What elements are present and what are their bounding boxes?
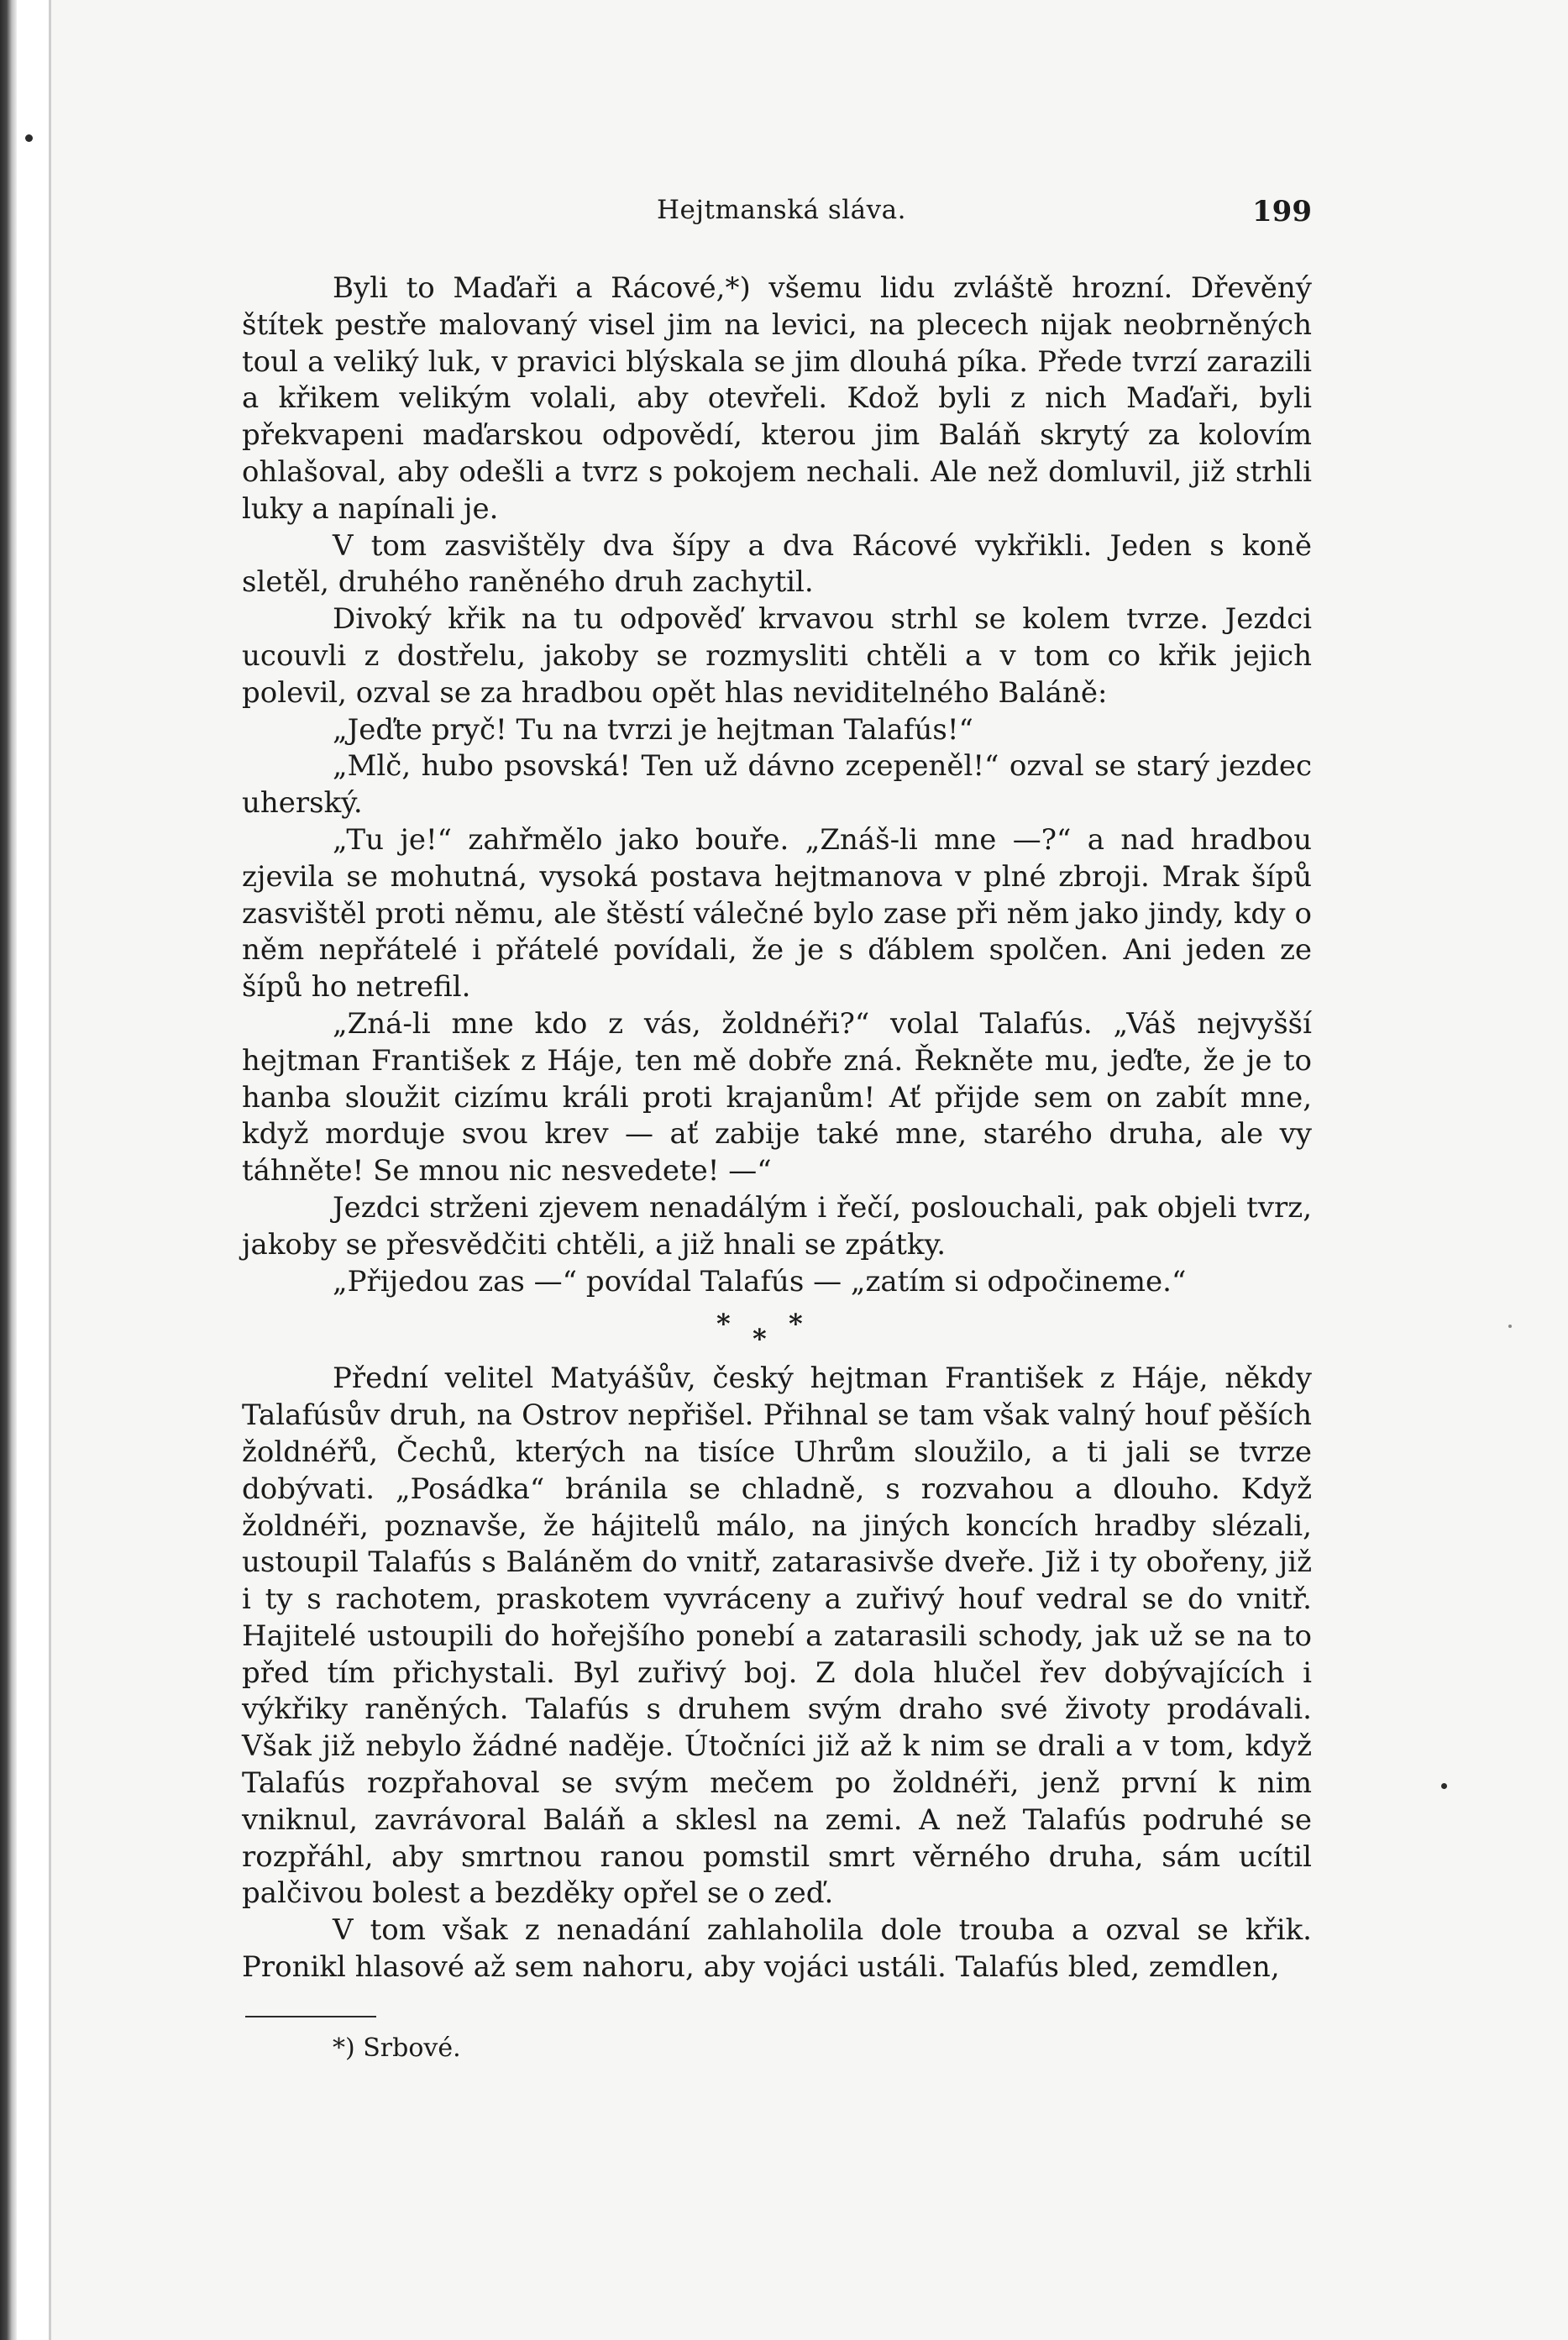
paragraph: „Mlč, hubo psovská! Ten už dávno zcepeněl!“ ozval se starý jezdec uherský.	[242, 749, 1312, 821]
asterisk: *	[753, 1323, 767, 1356]
book-gutter-shadow	[0, 0, 17, 2340]
footnote-rule	[245, 2016, 376, 2017]
footnote: *) Srbové.	[333, 2033, 461, 2063]
scan-speck	[25, 134, 33, 142]
running-header	[657, 195, 1312, 228]
running-title: Hejtmanská sláva.	[657, 195, 906, 225]
section-break-asterism	[242, 1300, 1312, 1361]
paragraph: Byli to Maďaři a Rácové,*) všemu lidu zvláště hrozní. Dřevěný štítek pestře malovaný visel jim na levici, na plecech nijak neobrněných toul a veliký luk, v pravici blýskala se jim dlouhá píka. Přede tvrzí zarazili a křikem velikým volali, aby otevřeli. Kdož byli z nich Maďaři, byli překvapeni maďarskou odpovědí, kterou jim Baláň skrytý za kolovím ohlašoval, aby odešli a tvrz s pokojem nechali. Ale než domluvil, již strhli luky a napínali je.	[242, 271, 1312, 526]
paragraph: „Jeďte pryč! Tu na tvrzi je hejtman Talafús!“	[333, 712, 973, 747]
paragraph: „Tu je!“ zahřmělo jako bouře. „Znáš-li mne —?“ a nad hradbou zjevila se mohutná, vysoká postava hejtmanova v plné zbroji. Mrak šípů zasvištěl proti němu, ale štěstí válečné bylo zase při něm jako jindy, kdy o něm nepřátelé i přátelé povídali, že je s ďáblem spolčen. Ani jeden ze šípů ho netrefil.	[242, 822, 1312, 1005]
paragraph: „Přijedou zas —“ povídal Talafús — „zatím si odpočineme.“	[333, 1264, 1187, 1299]
body-text	[242, 270, 1312, 1986]
asterisk: *	[716, 1308, 731, 1341]
paragraph: Divoký křik na tu odpověď krvavou strhl se kolem tvrze. Jezdci ucouvli z dostřelu, jakoby se rozmysliti chtěli a v tom co křik jejich polevil, ozval se za hradbou opět hlas neviditelného Baláně:	[242, 602, 1312, 710]
paragraph: „Zná-li mne kdo z vás, žoldnéři?“ volal Talafús. „Váš nejvyšší hejtman František z Háje, ten mě dobře zná. Řekněte mu, jeďte, že je to hanba sloužit cizímu králi proti krajanům! Ať přijde sem on zabít mne, když morduje svou krev — ať zabije také mne, starého druha, ale vy táhněte! Se mnou nic nesvedete! —“	[242, 1006, 1312, 1188]
scan-speck	[1508, 1325, 1512, 1328]
scan-speck	[1441, 1783, 1447, 1789]
asterisk: *	[789, 1308, 803, 1341]
paragraph: V tom však z nenadání zahlaholila dole trouba a ozval se křik. Pronikl hlasové až sem nahoru, aby vojáci ustáli. Talafús bled, zemdlen,	[242, 1913, 1312, 1985]
paragraph: Jezdci strženi zjevem nenadálým i řečí, poslouchali, pak objeli tvrz, jakoby se přesvědčiti chtěli, a již hnali se zpátky.	[242, 1190, 1312, 1262]
page-number: 199	[1252, 195, 1312, 228]
paragraph: V tom zasvištěly dva šípy a dva Rácové vykřikli. Jeden s koně sletěl, druhého raněného druh zachytil.	[242, 528, 1312, 600]
paragraph: Přední velitel Matyášův, český hejtman František z Háje, někdy Talafúsův druh, na Ostrov nepřišel. Přihnal se tam však valný houf pěších žoldnéřů, Čechů, kterých na tisíce Uhrům sloužilo, a ti jali se tvrze dobývati. „Posádka“ bránila se chladně, s rozvahou a dlouho. Když žoldnéři, poznavše, že hájitelů málo, na jiných koncích hradby slézali, ustoupil Talafús s Baláněm do vnitř, zatarasivše dveře. Již i ty obořeny, již i ty s rachotem, praskotem vyvráceny a zuřivý houf vedral se do vnitř. Hajitelé ustoupili do hořejšího ponebí a zatarasili schody, jak už se na to před tím přichystali. Byl zuřivý boj. Z dola hlučel řev dobývajících i výkřiky raněných. Talafús s druhem svým draho své životy prodávali. Však již nebylo žádné naděje. Útočníci již až k nim se drali a v tom, když Talafús rozpřahoval se svým mečem po žoldnéři, jenž první k nim vniknul, zavrávoral Baláň a sklesl na zemi. A než Talafús podruhé se rozpřáhl, aby smrtnou ranou pomstil smrt věrného druha, sám ucítil palčivou bolest a bezděky opřel se o zeď.	[242, 1362, 1312, 1911]
